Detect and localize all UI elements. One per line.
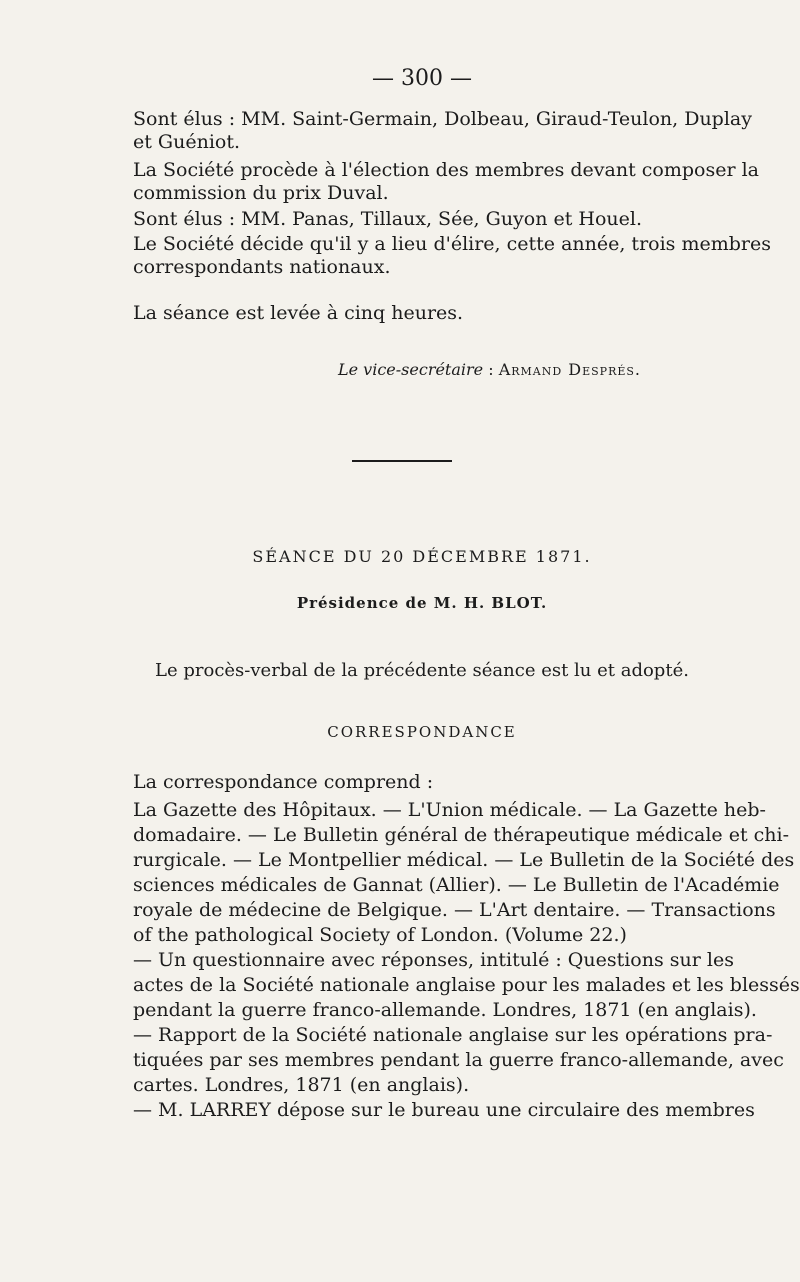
paragraph-line: Le Société décide qu'il y a lieu d'élire, cette année, trois membres: [133, 233, 771, 255]
correspondence-heading: CORRESPONDANCE: [327, 723, 517, 741]
page-number: — 300 —: [372, 66, 472, 91]
correspondence-line: rurgicale. — Le Montpellier médical. — Le Bulletin de la Société des: [133, 849, 795, 871]
signature-role: Le vice-secrétaire: [338, 360, 484, 379]
paragraph-line: Sont élus : MM. Saint-Germain, Dolbeau, Giraud-Teulon, Duplay: [133, 108, 752, 130]
presidency-line: Présidence de M. H. BLOT.: [296, 594, 548, 612]
correspondence-line: — M. LARREY dépose sur le bureau une circulaire des membres: [133, 1099, 755, 1121]
correspondence-line: La Gazette des Hôpitaux. — L'Union médicale. — La Gazette heb-: [133, 799, 766, 821]
minutes-line: Le procès-verbal de la précédente séance est lu et adopté.: [155, 660, 689, 681]
paragraph-line: La Société procède à l'élection des membres devant composer la: [133, 159, 759, 181]
correspondence-line: — Rapport de la Société nationale anglaise sur les opérations pra-: [133, 1024, 773, 1046]
section-divider: [352, 460, 452, 462]
correspondence-line: pendant la guerre franco-allemande. Londres, 1871 (en anglais).: [133, 999, 757, 1021]
paragraph-line: et Guéniot.: [133, 131, 241, 153]
correspondence-line: of the pathological Society of London. (Volume 22.): [133, 924, 627, 946]
closing-line: La séance est levée à cinq heures.: [133, 302, 464, 324]
correspondence-line: tiquées par ses membres pendant la guerre franco-allemande, avec: [133, 1049, 784, 1071]
paragraph-line: commission du prix Duval.: [133, 182, 389, 204]
signature: Le vice-secrétaire : Armand Després.: [338, 360, 642, 379]
correspondence-line: sciences médicales de Gannat (Allier). — Le Bulletin de l'Académie: [133, 874, 780, 896]
correspondence-line: royale de médecine de Belgique. — L'Art dentaire. — Transactions: [133, 899, 776, 921]
correspondence-line: actes de la Société nationale anglaise pour les malades et les blessés: [133, 974, 800, 996]
correspondence-line: domadaire. — Le Bulletin général de thérapeutique médicale et chi-: [133, 824, 789, 846]
correspondence-line: — Un questionnaire avec réponses, intitulé : Questions sur les: [133, 949, 734, 971]
paragraph-line: correspondants nationaux.: [133, 256, 391, 278]
session-title: SÉANCE DU 20 DÉCEMBRE 1871.: [252, 547, 592, 566]
correspondence-intro: La correspondance comprend :: [133, 771, 434, 793]
paragraph-line: Sont élus : MM. Panas, Tillaux, Sée, Guyon et Houel.: [133, 208, 643, 230]
correspondence-line: cartes. Londres, 1871 (en anglais).: [133, 1074, 470, 1096]
signature-name: Armand Després.: [498, 360, 642, 379]
